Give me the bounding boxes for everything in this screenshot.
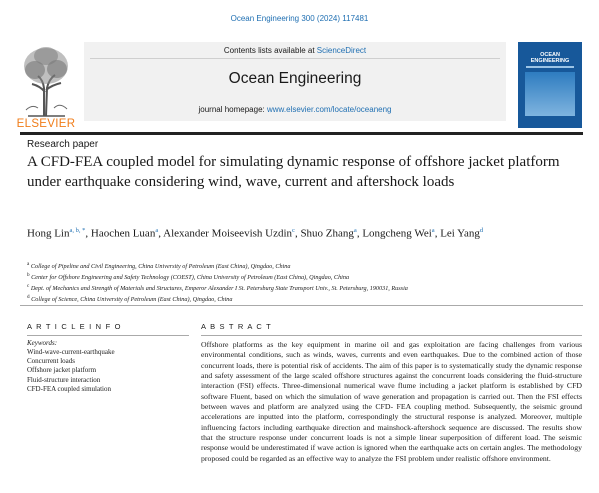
author-affiliation-marker[interactable]: a [353, 227, 357, 234]
affiliation-item [27, 271, 587, 282]
keyword-item: Concurrent loads [27, 357, 76, 366]
affiliation-list [27, 260, 587, 304]
affiliation-text: Center for Offshore Engineering and Safety Technology (COEST), China University of Petroleum (East China), Qingdao, China [29, 274, 350, 282]
journal-cover-thumbnail[interactable] [518, 42, 582, 128]
author-affiliation-marker[interactable]: a, b, * [69, 227, 86, 234]
section-divider [20, 305, 583, 306]
publisher-name: ELSEVIER [16, 118, 76, 130]
abstract-heading: A B S T R A C T [201, 322, 272, 331]
affiliation-key: b [27, 272, 30, 279]
author-name[interactable]: Haochen Luan [90, 227, 156, 240]
header-rule [20, 132, 583, 135]
author-affiliation-marker[interactable]: d [479, 227, 484, 234]
journal-header [84, 42, 506, 121]
homepage-prefix: journal homepage: [198, 105, 267, 114]
keyword-list [27, 348, 115, 394]
author-list: Hong Lin$^{a, b, *}$, Haochen Luan$^a$, Alexander Moiseevish Uzdin$^c$, Shuo Zhang$^a$, Longcheng Wei$^a$, Lei Yang$^d$ [27, 227, 484, 240]
cover-title-line2: ENGINEERING [530, 58, 570, 64]
abstract-rule [201, 335, 582, 336]
keyword-item: Offshore jacket platform [27, 366, 97, 375]
author-affiliation-marker[interactable]: a [431, 227, 435, 234]
contents-prefix: Contents lists available at [223, 46, 317, 55]
homepage-link[interactable]: www.elsevier.com/locate/oceaneng [266, 105, 392, 114]
article-info-rule [27, 335, 189, 336]
author-name[interactable]: Lei Yang [440, 227, 480, 240]
journal-citation[interactable]: Ocean Engineering 300 (2024) 117481 [230, 14, 369, 23]
author-affiliation-marker[interactable]: a [155, 227, 159, 234]
article-type: Research paper [27, 139, 99, 150]
cover-band [526, 66, 574, 68]
author-name[interactable]: Longcheng Wei [362, 227, 432, 240]
affiliation-key: c [27, 283, 30, 290]
affiliation-item [27, 282, 587, 293]
keywords-label: Keywords: [27, 339, 58, 347]
affiliation-item [27, 260, 587, 271]
affiliation-text: Dept. of Mechanics and Strength of Materials and Structures, Emperor Alexander I St. Petersburg State Transport Univ., St. Petersburg, 190031, Russia [29, 285, 408, 293]
author-name[interactable]: Hong Lin [27, 227, 70, 240]
affiliation-item [27, 293, 587, 304]
affiliation-key: d [27, 294, 30, 301]
header-divider [90, 58, 500, 59]
affiliation-text: College of Science, China University of Petroleum (East China), Qingdao, China [29, 296, 233, 304]
keyword-item: CFD-FEA coupled simulation [27, 384, 111, 393]
contents-line [84, 46, 506, 55]
journal-name: Ocean Engineering [228, 70, 362, 87]
article-title: A CFD-FEA coupled model for simulating dynamic response of offshore jacket platform under earthquake considering wind, wave, current and aftershock loads [27, 154, 560, 190]
cover-image [525, 72, 575, 116]
article-info-heading: A R T I C L E I N F O [27, 322, 122, 331]
elsevier-tree-logo [20, 42, 73, 117]
keyword-item: Wind-wave-current-earthquake [27, 348, 115, 356]
abstract-text: Offshore platforms as the key equipment in marine oil and gas exploitation are facing challenges from various environmental conditions, such as winds, waves, currents and even earthquakes. Due to the combined action of those concurrent loads, there is potential risk of accidents. The aim of this paper is to systematically study the dynamic response and safety assessment of the large scaled offshore structures against the concurrent loads considering the fluid-structure interaction (FSI) effects. Three-dimensional numerical wave flume including a jacket platform is established by CFD software Fluent, based on which the simulation of wave generation and propagation is carried out. Then the FSI effects between waves and platform are analyzed using the CFD- FEA coupling method. Subsequently, the seismic ground accelerations are inputted into the platform, correspondingly the structural response is analyzed. Moreover, multiple influencing factors including earthquake direction and mainshock-aftershock sequence are discussed. The results show that the structure response under concurrent loads is not a simple linear superposition of different load. The seismic response would be underestimated if wave action is ignored when the earthquake acts on certain angles. The methodology proposed could be regarded as an effective way to analyze the FSI problem under realistic offshore environment. [201, 340, 582, 463]
journal-homepage-line [84, 105, 506, 114]
cover-title [518, 52, 582, 64]
author-name[interactable]: Shuo Zhang [300, 227, 354, 240]
affiliation-key: a [27, 261, 30, 267]
cover-title-line1: OCEAN [540, 52, 560, 58]
author-affiliation-marker[interactable]: c [292, 227, 295, 234]
sciencedirect-link[interactable]: ScienceDirect [316, 46, 367, 55]
keyword-item: Fluid-structure interaction [27, 375, 101, 384]
author-name[interactable]: Alexander Moiseevish Uzdin [163, 227, 293, 240]
affiliation-text: College of Pipeline and Civil Engineering, China University of Petroleum (East China), Qingdao, China [29, 263, 291, 271]
